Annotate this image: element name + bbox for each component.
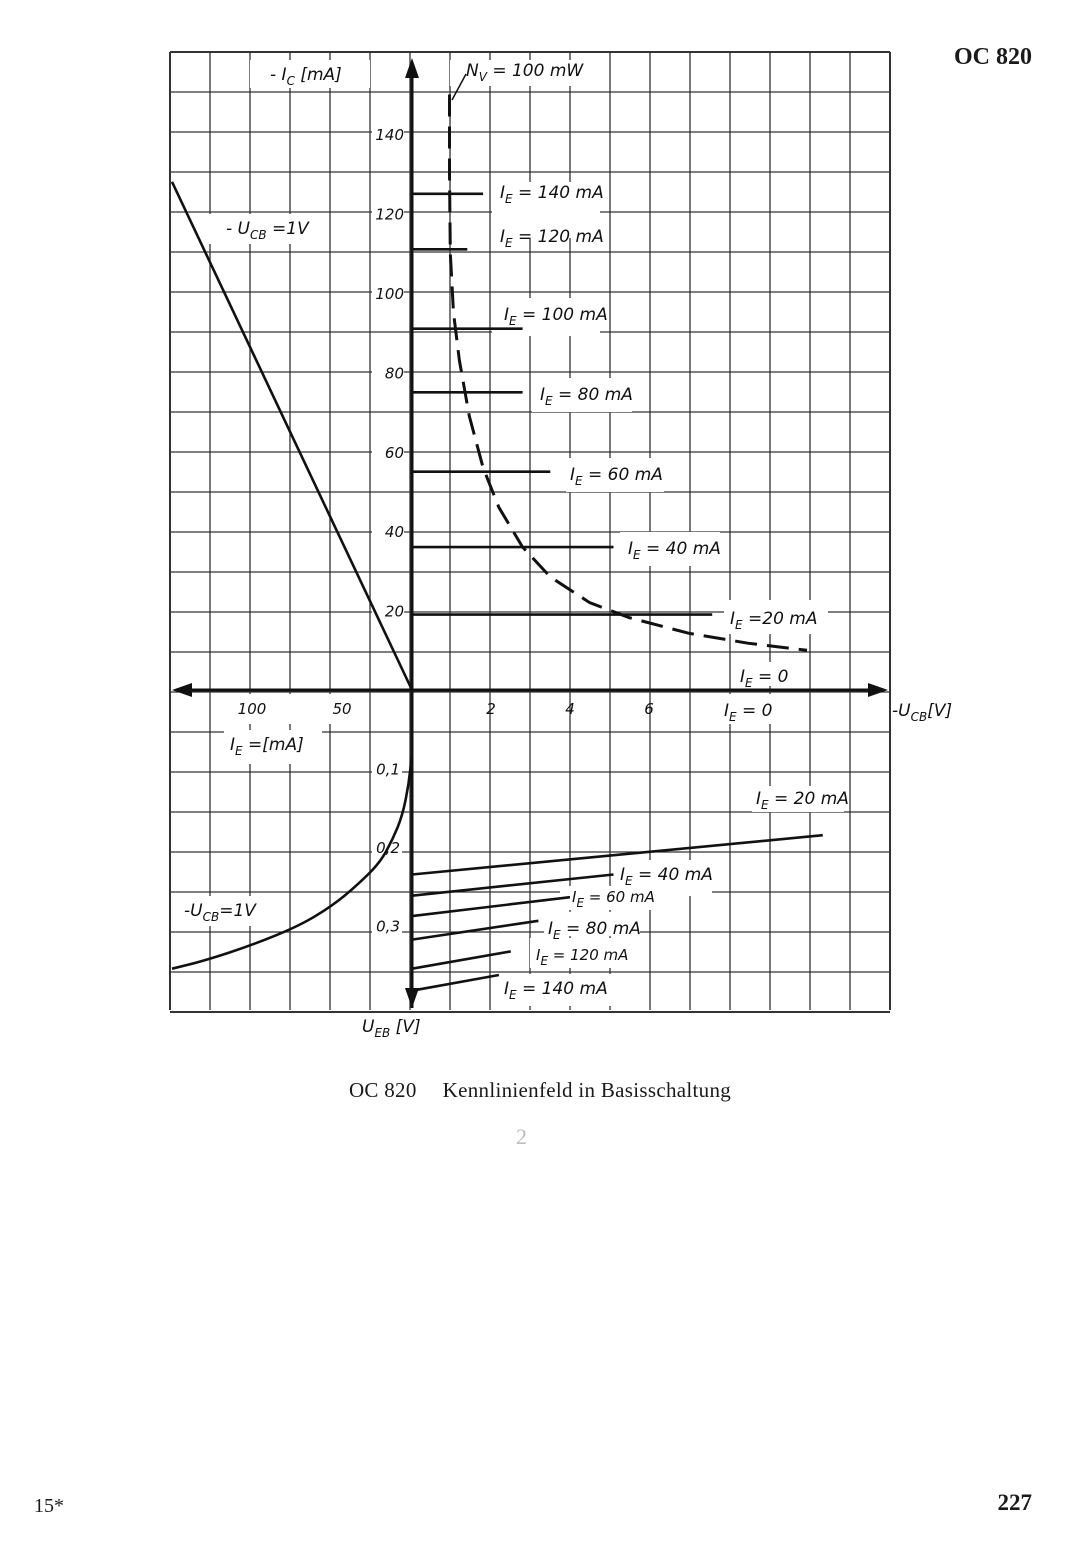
ie-80-label-upper: $I_E = 80$ mA bbox=[540, 385, 633, 408]
ic-tick-label: 60 bbox=[384, 443, 404, 462]
ie-100-label-upper: $I_E = 100$ mA bbox=[504, 305, 608, 328]
ie-60-label-lower: $I_E = 60$ mA bbox=[572, 888, 655, 910]
transfer-curve-label: - $U_{CB} =1V$ bbox=[226, 219, 309, 242]
feedback-line-4 bbox=[412, 921, 538, 940]
power-curve-label: $N_V = 100$ mW bbox=[466, 61, 584, 84]
ie-0b-label-upper: $I_E = 0$ bbox=[724, 701, 773, 724]
feedback-line-5 bbox=[412, 951, 511, 968]
page-header-title: OC 820 bbox=[954, 44, 1032, 70]
ic-tick-label: 20 bbox=[384, 602, 404, 621]
ie-axis-arrow bbox=[172, 683, 192, 697]
ie-tick-label: 50 bbox=[332, 700, 352, 718]
ie-60-label-upper: $I_E = 60$ mA bbox=[570, 465, 663, 488]
caption-text: Kennlinienfeld in Basisschaltung bbox=[442, 1078, 732, 1102]
ic-tick-label: 80 bbox=[384, 364, 404, 383]
ie-0a-label-upper: $I_E = 0$ bbox=[740, 667, 789, 690]
page-number: 227 bbox=[997, 1490, 1032, 1515]
ucb-tick-label: 6 bbox=[644, 700, 654, 718]
ic-tick-label: 120 bbox=[375, 205, 404, 224]
ucb-tick-label: 2 bbox=[486, 700, 496, 718]
ie-40-label-upper: $I_E = 40$ mA bbox=[628, 539, 721, 562]
caption-id: OC 820 bbox=[348, 1078, 417, 1102]
ueb-tick-label: 0,2 bbox=[376, 839, 400, 857]
ie-tick-label: 100 bbox=[237, 700, 267, 718]
feedback-line-6 bbox=[412, 975, 499, 991]
ie-80-label-lower: $I_E = 80$ mA bbox=[548, 919, 641, 942]
ie-140-label-upper: $I_E = 140$ mA bbox=[500, 183, 604, 206]
ie-140-label-lower: $I_E = 140$ mA bbox=[504, 979, 608, 1002]
stray-mark: 2 bbox=[516, 1124, 527, 1149]
ucb-axis-title: $-U_{CB}[V]$ bbox=[892, 701, 953, 724]
ucb-tick-label: 4 bbox=[565, 700, 575, 718]
transfer-curve bbox=[172, 182, 412, 690]
ic-tick-label: 40 bbox=[384, 523, 404, 542]
ucb-axis-arrow bbox=[868, 683, 888, 697]
ic-tick-label: 140 bbox=[375, 126, 404, 145]
ie-axis-title: $I_E =[mA]$ bbox=[230, 735, 304, 758]
ie-120-label-lower: $I_E = 120$ mA bbox=[536, 946, 629, 968]
ueb-tick-label: 0,3 bbox=[376, 917, 400, 936]
ic-axis-title: - $I_C$ [mA] bbox=[270, 65, 342, 88]
ie-20-label-upper: $I_E =20$ mA bbox=[730, 609, 818, 632]
ie-120-label-upper: $I_E = 120$ mA bbox=[500, 227, 604, 250]
ic-axis-arrow bbox=[405, 58, 419, 78]
ueb-tick-label: 0,1 bbox=[376, 760, 400, 779]
sheet-signature: 15* bbox=[34, 1495, 64, 1517]
figure-caption bbox=[0, 1078, 1080, 1103]
ie-40-label-lower: $I_E = 40$ mA bbox=[620, 865, 713, 888]
input-curve-label: $-U_{CB}=1V$ bbox=[184, 901, 256, 924]
ueb-axis-title: $U_{EB}$ [V] bbox=[362, 1017, 421, 1040]
ie-20-label-lower: $I_E = 20$ mA bbox=[756, 789, 849, 812]
ic-tick-label: 100 bbox=[375, 285, 404, 303]
